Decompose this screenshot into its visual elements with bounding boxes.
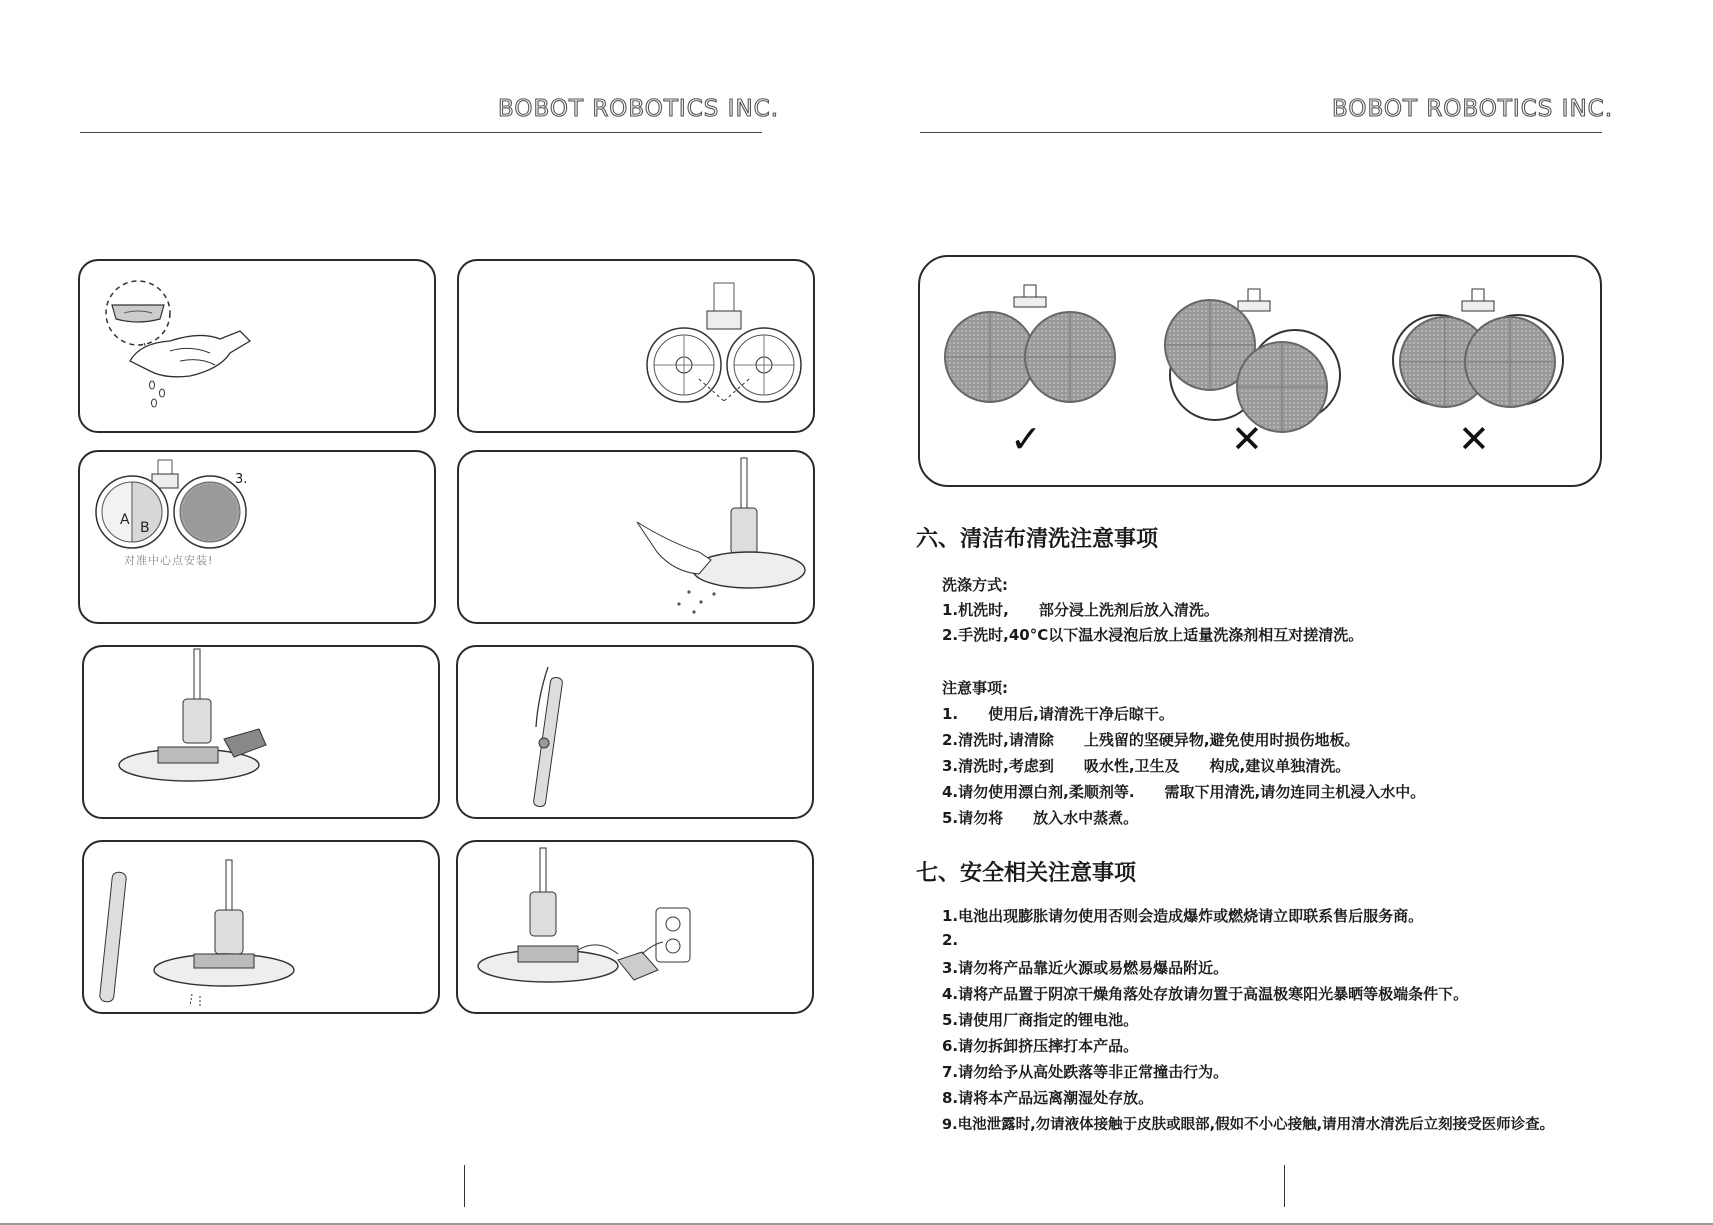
right-header-rule	[920, 132, 1602, 133]
check-mark: ✓	[1010, 417, 1042, 461]
panel-press-button	[82, 840, 440, 1014]
safety-item-8: 8.请将本产品远离潮湿处存放。	[942, 1089, 1154, 1107]
notes-heading: 注意事项:	[942, 679, 1008, 697]
panel-wring-cloth	[78, 259, 436, 433]
safety-item-3: 3.请勿将产品靠近火源或易燃易爆品附近。	[942, 959, 1229, 977]
panel-pad-install-diagram	[918, 255, 1602, 487]
correct-example	[945, 285, 1115, 402]
section7-title: 七、安全相关注意事项	[916, 861, 1137, 886]
panel-remove-debris	[457, 450, 815, 624]
align-note: 对准中心点安装!	[124, 554, 214, 567]
wring-cloth-illustration	[80, 261, 434, 431]
safety-item-6: 6.请勿拆卸挤压摔打本产品。	[942, 1037, 1139, 1055]
panel-charging	[456, 840, 814, 1014]
note-2: 2.清洗时,请清除 上残留的坚硬异物,避免使用时损伤地板。	[942, 731, 1360, 749]
note-1: 1. 使用后,请清洗干净后晾干。	[942, 705, 1174, 723]
right-brand: BOBOT ROBOTICS INC.	[1332, 96, 1614, 122]
panel-pads-underside	[457, 259, 815, 433]
step-number: 3.	[235, 472, 248, 487]
wash-item-1: 1.机洗时, 部分浸上洗剂后放入清洗。	[942, 601, 1219, 619]
charging-illustration	[458, 842, 812, 1012]
section6-title: 六、清洁布清洗注意事项	[916, 527, 1159, 552]
align-install-illustration	[80, 452, 434, 622]
panel-align-install	[78, 450, 436, 624]
hold-handle-illustration	[458, 647, 812, 817]
left-brand: BOBOT ROBOTICS INC.	[498, 96, 780, 122]
note-5: 5.请勿将 放入水中蒸煮。	[942, 809, 1139, 827]
left-page-marker	[464, 1165, 465, 1207]
left-header-rule	[80, 132, 762, 133]
label-b: B	[140, 520, 150, 536]
cross-mark-1: ✕	[1231, 417, 1263, 461]
panel-hold-handle	[456, 645, 814, 819]
safety-item-5: 5.请使用厂商指定的锂电池。	[942, 1011, 1139, 1029]
press-button-illustration	[84, 842, 438, 1012]
cross-mark-2: ✕	[1458, 417, 1490, 461]
safety-item-7: 7.请勿给予从高处跌落等非正常撞击行为。	[942, 1063, 1229, 1081]
wash-item-2: 2.手洗时,40°C以下温水浸泡后放上适量洗涤剂相互对搓清洗。	[942, 626, 1364, 644]
wrong-example-1	[1165, 289, 1340, 432]
remove-debris-illustration	[459, 452, 813, 622]
step-pedal-illustration	[84, 647, 438, 817]
label-a: A	[120, 512, 130, 528]
pads-underside-illustration	[459, 261, 813, 431]
panel-step-pedal	[82, 645, 440, 819]
safety-item-9: 9.电池泄露时,勿请液体接触于皮肤或眼部,假如不小心接触,请用清水清洗后立刻接受医师诊查。	[942, 1117, 1555, 1133]
wash-heading: 洗涤方式:	[942, 576, 1008, 594]
safety-item-2: 2.	[942, 931, 959, 949]
right-page-marker	[1284, 1165, 1285, 1207]
safety-item-1: 1.电池出现膨胀请勿使用否则会造成爆炸或燃烧请立即联系售后服务商。	[942, 907, 1424, 925]
note-3: 3.清洗时,考虑到 吸水性,卫生及 构成,建议单独清洗。	[942, 757, 1351, 775]
note-4: 4.请勿使用漂白剂,柔顺剂等. 需取下用清洗,请勿连同主机浸入水中。	[942, 783, 1426, 801]
wrong-example-2	[1393, 289, 1563, 407]
safety-item-4: 4.请将产品置于阴凉干燥角落处存放请勿置于高温极寒阳光暴晒等极端条件下。	[942, 985, 1469, 1003]
